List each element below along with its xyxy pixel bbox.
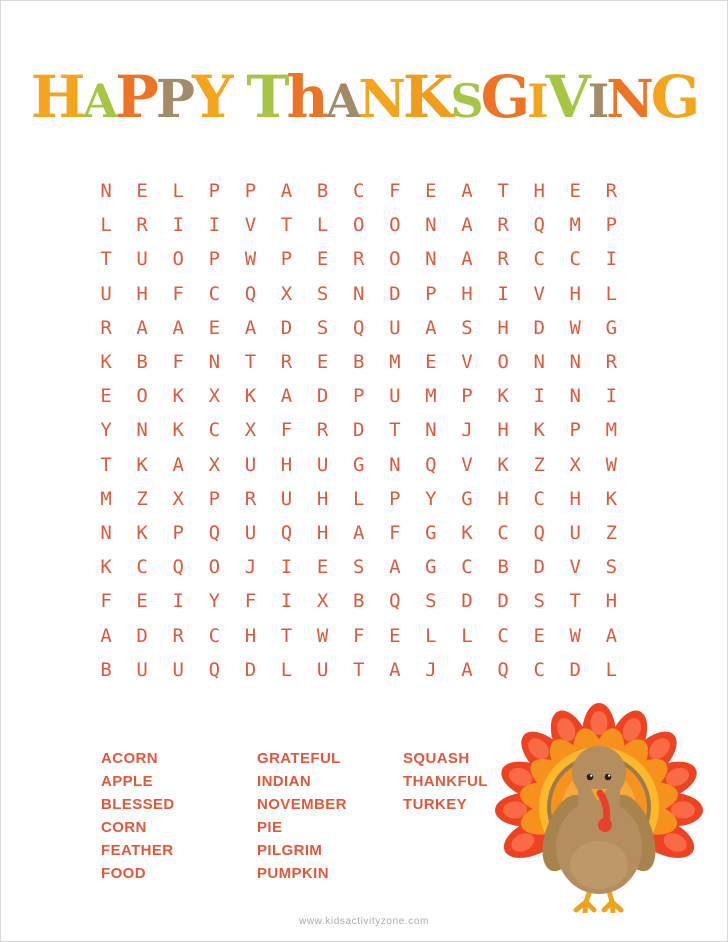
- grid-letter[interactable]: N: [569, 385, 581, 408]
- grid-letter[interactable]: U: [136, 658, 148, 681]
- grid-letter[interactable]: A: [136, 316, 148, 339]
- grid-letter[interactable]: M: [569, 214, 581, 237]
- grid-letter[interactable]: F: [172, 282, 184, 305]
- word-list-column-1: [101, 747, 175, 885]
- grid-letter[interactable]: K: [461, 521, 473, 544]
- grid-letter[interactable]: C: [208, 624, 221, 647]
- grid-letter[interactable]: B: [352, 590, 365, 613]
- grid-letter[interactable]: R: [605, 180, 618, 203]
- grid-letter[interactable]: R: [100, 316, 112, 339]
- grid-letter[interactable]: L: [172, 180, 184, 203]
- grid-letter[interactable]: C: [136, 556, 148, 579]
- grid-letter[interactable]: G: [425, 521, 437, 544]
- grid-letter[interactable]: V: [244, 214, 257, 237]
- grid-letter[interactable]: A: [389, 658, 401, 681]
- grid-letter[interactable]: X: [569, 453, 581, 476]
- grid-letter[interactable]: N: [533, 351, 545, 374]
- grid-letter[interactable]: T: [100, 248, 112, 271]
- grid-letter[interactable]: Q: [208, 658, 221, 681]
- grid-letter[interactable]: I: [497, 282, 509, 305]
- grid-letter[interactable]: E: [316, 351, 329, 374]
- grid-letter[interactable]: H: [497, 487, 509, 510]
- grid-letter[interactable]: N: [425, 214, 437, 237]
- grid-letter[interactable]: R: [497, 248, 509, 271]
- grid-letter[interactable]: I: [605, 248, 618, 271]
- grid-letter[interactable]: D: [389, 282, 401, 305]
- grid-letter[interactable]: N: [208, 351, 221, 374]
- grid-letter[interactable]: B: [497, 556, 509, 579]
- grid-letter[interactable]: U: [316, 453, 329, 476]
- grid-letter[interactable]: R: [280, 351, 293, 374]
- grid-letter[interactable]: B: [136, 351, 148, 374]
- grid-letter[interactable]: F: [389, 521, 401, 544]
- grid-letter[interactable]: I: [280, 590, 293, 613]
- grid-letter[interactable]: T: [244, 351, 257, 374]
- grid-letter[interactable]: S: [316, 282, 329, 305]
- grid-letter[interactable]: I: [533, 385, 545, 408]
- website-url: www.kidsactivityzone.com: [299, 916, 429, 927]
- grid-letter[interactable]: F: [389, 180, 401, 203]
- grid-letter[interactable]: L: [461, 624, 473, 647]
- grid-letter[interactable]: D: [497, 590, 509, 613]
- grid-letter[interactable]: R: [497, 214, 509, 237]
- grid-letter[interactable]: A: [280, 385, 293, 408]
- grid-letter[interactable]: H: [316, 521, 329, 544]
- grid-letter[interactable]: A: [461, 214, 473, 237]
- title-letter: T: [246, 63, 287, 132]
- grid-letter[interactable]: Q: [280, 521, 293, 544]
- grid-letter[interactable]: D: [280, 316, 293, 339]
- word-list-item: BLESSED: [101, 796, 175, 813]
- grid-letter[interactable]: A: [244, 316, 257, 339]
- grid-letter[interactable]: N: [352, 282, 365, 305]
- grid-letter[interactable]: N: [100, 180, 112, 203]
- grid-letter[interactable]: D: [244, 658, 257, 681]
- grid-letter[interactable]: T: [100, 453, 112, 476]
- grid-letter[interactable]: F: [244, 590, 257, 613]
- grid-letter[interactable]: Q: [389, 590, 401, 613]
- grid-letter[interactable]: L: [100, 214, 112, 237]
- grid-letter[interactable]: P: [208, 248, 221, 271]
- grid-letter[interactable]: K: [172, 419, 184, 442]
- grid-letter[interactable]: Q: [352, 316, 365, 339]
- grid-letter[interactable]: K: [172, 385, 184, 408]
- grid-letter[interactable]: C: [461, 556, 473, 579]
- grid-letter[interactable]: S: [461, 316, 473, 339]
- grid-letter[interactable]: A: [461, 658, 473, 681]
- grid-letter[interactable]: R: [352, 248, 365, 271]
- grid-letter[interactable]: R: [605, 351, 618, 374]
- grid-letter[interactable]: A: [425, 316, 437, 339]
- title-letter: h: [286, 63, 326, 132]
- grid-letter[interactable]: H: [533, 180, 545, 203]
- word-list-item: SQUASH: [403, 750, 470, 767]
- grid-letter[interactable]: D: [136, 624, 148, 647]
- grid-letter[interactable]: L: [605, 658, 618, 681]
- grid-letter[interactable]: K: [605, 487, 618, 510]
- grid-letter[interactable]: K: [497, 385, 509, 408]
- grid-letter[interactable]: W: [569, 624, 581, 647]
- grid-letter[interactable]: E: [316, 248, 329, 271]
- grid-letter[interactable]: V: [461, 453, 473, 476]
- word-list-item: FOOD: [101, 865, 146, 882]
- grid-letter[interactable]: I: [280, 556, 293, 579]
- grid-letter[interactable]: Q: [533, 214, 545, 237]
- grid-letter[interactable]: R: [244, 487, 257, 510]
- grid-letter[interactable]: O: [208, 556, 221, 579]
- grid-letter[interactable]: X: [208, 385, 221, 408]
- grid-letter[interactable]: B: [352, 351, 365, 374]
- grid-letter[interactable]: L: [280, 658, 293, 681]
- grid-letter[interactable]: U: [569, 521, 581, 544]
- grid-letter[interactable]: D: [352, 419, 365, 442]
- word-list-item: APPLE: [101, 773, 154, 790]
- title-letter: N: [606, 69, 651, 131]
- grid-letter[interactable]: U: [100, 282, 112, 305]
- grid-letter[interactable]: U: [244, 453, 257, 476]
- grid-letter[interactable]: P: [569, 419, 581, 442]
- grid-letter[interactable]: K: [244, 385, 257, 408]
- word-list-item: CORN: [101, 819, 147, 836]
- grid-letter[interactable]: F: [352, 624, 365, 647]
- grid-letter[interactable]: B: [100, 658, 112, 681]
- grid-letter[interactable]: L: [425, 624, 437, 647]
- title-letter: I: [527, 74, 546, 129]
- grid-letter[interactable]: H: [316, 487, 329, 510]
- grid-letter[interactable]: W: [569, 316, 581, 339]
- word-list-item: INDIAN: [257, 773, 312, 790]
- grid-letter[interactable]: M: [100, 487, 112, 510]
- grid-letter[interactable]: C: [533, 248, 545, 271]
- grid-letter[interactable]: P: [389, 487, 401, 510]
- title-letter: H: [30, 63, 83, 132]
- title-letter: A: [82, 74, 116, 129]
- grid-letter[interactable]: N: [100, 521, 112, 544]
- grid-letter[interactable]: A: [461, 180, 473, 203]
- grid-letter[interactable]: A: [280, 180, 293, 203]
- title-letter: P: [155, 69, 192, 131]
- grid-letter[interactable]: A: [605, 624, 618, 647]
- grid-letter[interactable]: D: [533, 316, 545, 339]
- grid-letter[interactable]: O: [389, 214, 401, 237]
- grid-letter[interactable]: T: [280, 624, 293, 647]
- grid-letter[interactable]: A: [100, 624, 112, 647]
- grid-letter[interactable]: D: [533, 556, 545, 579]
- grid-letter[interactable]: U: [136, 248, 148, 271]
- word-list-column-2: [257, 747, 347, 885]
- grid-letter[interactable]: E: [136, 590, 148, 613]
- grid-letter[interactable]: J: [244, 556, 257, 579]
- word-list-item: PUMPKIN: [257, 865, 329, 882]
- grid-letter[interactable]: X: [280, 282, 293, 305]
- grid-letter[interactable]: I: [172, 214, 184, 237]
- title-letter: G: [480, 63, 528, 132]
- grid-letter[interactable]: I: [208, 214, 221, 237]
- title-letter: N: [358, 69, 403, 131]
- grid-letter[interactable]: Q: [208, 521, 221, 544]
- grid-letter[interactable]: S: [352, 556, 365, 579]
- grid-letter[interactable]: X: [316, 590, 329, 613]
- grid-letter[interactable]: T: [497, 180, 509, 203]
- title-letter: K: [402, 63, 451, 132]
- title-letter: A: [325, 74, 359, 129]
- grid-letter[interactable]: C: [352, 180, 365, 203]
- word-list-item: NOVEMBER: [257, 796, 347, 813]
- grid-letter[interactable]: S: [425, 590, 437, 613]
- turkey-belly: [570, 841, 628, 889]
- grid-letter[interactable]: R: [316, 419, 329, 442]
- grid-letter[interactable]: D: [316, 385, 329, 408]
- grid-letter[interactable]: O: [352, 214, 365, 237]
- word-search-grid[interactable]: [88, 174, 629, 687]
- grid-letter[interactable]: M: [605, 419, 618, 442]
- grid-letter[interactable]: K: [136, 521, 148, 544]
- grid-letter[interactable]: J: [425, 658, 437, 681]
- grid-letter[interactable]: A: [389, 556, 401, 579]
- word-list-item: ACORN: [101, 750, 158, 767]
- grid-letter[interactable]: M: [389, 351, 401, 374]
- grid-letter[interactable]: K: [100, 351, 112, 374]
- grid-letter[interactable]: F: [172, 351, 184, 374]
- word-list-column-3: [403, 747, 488, 816]
- grid-letter[interactable]: S: [605, 556, 618, 579]
- grid-letter[interactable]: N: [569, 351, 581, 374]
- grid-letter[interactable]: N: [136, 419, 148, 442]
- grid-letter[interactable]: N: [425, 248, 437, 271]
- grid-letter[interactable]: P: [425, 282, 437, 305]
- word-list-item: GRATEFUL: [257, 750, 341, 767]
- grid-letter[interactable]: H: [569, 282, 581, 305]
- grid-letter[interactable]: H: [569, 487, 581, 510]
- grid-letter[interactable]: W: [316, 624, 329, 647]
- grid-letter[interactable]: F: [100, 590, 112, 613]
- grid-letter[interactable]: K: [497, 453, 509, 476]
- grid-letter[interactable]: Z: [136, 487, 148, 510]
- title-letter: G: [650, 63, 698, 132]
- grid-letter[interactable]: A: [352, 521, 365, 544]
- grid-letter[interactable]: L: [605, 282, 618, 305]
- grid-letter[interactable]: X: [244, 419, 257, 442]
- grid-letter[interactable]: U: [316, 658, 329, 681]
- grid-letter[interactable]: E: [316, 556, 329, 579]
- grid-letter[interactable]: V: [461, 351, 473, 374]
- grid-letter[interactable]: N: [425, 419, 437, 442]
- grid-letter[interactable]: I: [605, 385, 618, 408]
- grid-letter[interactable]: T: [569, 590, 581, 613]
- grid-letter[interactable]: O: [172, 248, 184, 271]
- title-letter: Y: [191, 63, 231, 132]
- grid-letter[interactable]: U: [280, 487, 293, 510]
- word-list-item: PILGRIM: [257, 842, 323, 859]
- grid-letter[interactable]: H: [497, 316, 509, 339]
- grid-letter[interactable]: K: [100, 556, 112, 579]
- grid-letter[interactable]: Z: [605, 521, 618, 544]
- grid-letter[interactable]: M: [425, 385, 437, 408]
- title-letter: P: [115, 63, 156, 132]
- grid-letter[interactable]: E: [208, 316, 221, 339]
- grid-letter[interactable]: B: [316, 180, 329, 203]
- grid-letter[interactable]: Y: [208, 590, 221, 613]
- grid-letter[interactable]: G: [461, 487, 473, 510]
- grid-letter[interactable]: T: [389, 419, 401, 442]
- word-list-item: THANKFUL: [403, 773, 488, 790]
- grid-letter[interactable]: Q: [244, 282, 257, 305]
- grid-letter[interactable]: C: [497, 624, 509, 647]
- grid-letter[interactable]: E: [136, 180, 148, 203]
- grid-letter[interactable]: C: [208, 282, 221, 305]
- grid-letter[interactable]: S: [316, 316, 329, 339]
- grid-letter[interactable]: W: [605, 453, 618, 476]
- grid-letter[interactable]: U: [244, 521, 257, 544]
- grid-letter[interactable]: H: [605, 590, 618, 613]
- grid-letter[interactable]: O: [389, 248, 401, 271]
- grid-letter[interactable]: C: [497, 521, 509, 544]
- grid-letter[interactable]: P: [172, 521, 184, 544]
- grid-letter[interactable]: H: [136, 282, 148, 305]
- grid-letter[interactable]: Y: [425, 487, 437, 510]
- grid-letter[interactable]: E: [425, 351, 437, 374]
- grid-letter[interactable]: E: [100, 385, 112, 408]
- grid-letter[interactable]: P: [208, 487, 221, 510]
- grid-letter[interactable]: P: [280, 248, 293, 271]
- grid-letter[interactable]: V: [533, 282, 545, 305]
- page-title: [1, 63, 727, 132]
- grid-letter[interactable]: Q: [533, 521, 545, 544]
- grid-letter[interactable]: Q: [425, 453, 437, 476]
- grid-letter[interactable]: C: [569, 248, 581, 271]
- grid-letter[interactable]: L: [316, 214, 329, 237]
- grid-letter[interactable]: P: [605, 214, 618, 237]
- grid-letter[interactable]: W: [244, 248, 257, 271]
- word-list-item: PIE: [257, 819, 283, 836]
- grid-letter[interactable]: T: [280, 214, 293, 237]
- grid-letter[interactable]: Y: [100, 419, 112, 442]
- grid-letter[interactable]: E: [425, 180, 437, 203]
- title-letter: I: [587, 74, 607, 129]
- grid-letter[interactable]: H: [244, 624, 257, 647]
- grid-letter[interactable]: Q: [172, 556, 184, 579]
- grid-letter[interactable]: P: [244, 180, 257, 203]
- grid-letter[interactable]: D: [461, 590, 473, 613]
- grid-letter[interactable]: R: [172, 624, 184, 647]
- grid-letter[interactable]: D: [569, 658, 581, 681]
- word-list-item: FEATHER: [101, 842, 174, 859]
- grid-letter[interactable]: P: [208, 180, 221, 203]
- grid-letter[interactable]: L: [352, 487, 365, 510]
- grid-letter[interactable]: H: [461, 282, 473, 305]
- grid-letter[interactable]: K: [136, 453, 148, 476]
- grid-letter[interactable]: N: [389, 453, 401, 476]
- grid-letter[interactable]: G: [425, 556, 437, 579]
- grid-letter[interactable]: U: [172, 658, 184, 681]
- grid-letter[interactable]: A: [172, 453, 184, 476]
- grid-letter[interactable]: K: [533, 419, 545, 442]
- grid-letter[interactable]: G: [605, 316, 618, 339]
- grid-letter[interactable]: U: [389, 316, 401, 339]
- grid-letter[interactable]: T: [352, 658, 365, 681]
- grid-letter[interactable]: U: [389, 385, 401, 408]
- grid-letter[interactable]: C: [208, 419, 221, 442]
- grid-letter[interactable]: O: [497, 351, 509, 374]
- grid-letter[interactable]: G: [352, 453, 365, 476]
- grid-letter[interactable]: V: [569, 556, 581, 579]
- grid-letter[interactable]: R: [136, 214, 148, 237]
- grid-letter[interactable]: F: [280, 419, 293, 442]
- grid-letter[interactable]: E: [389, 624, 401, 647]
- grid-letter[interactable]: I: [172, 590, 184, 613]
- grid-letter[interactable]: H: [280, 453, 293, 476]
- word-list-item: TURKEY: [403, 796, 468, 813]
- grid-letter[interactable]: Q: [497, 658, 509, 681]
- grid-letter[interactable]: X: [172, 487, 184, 510]
- grid-letter[interactable]: H: [497, 419, 509, 442]
- grid-letter[interactable]: X: [208, 453, 221, 476]
- grid-letter[interactable]: E: [569, 180, 581, 203]
- grid-letter[interactable]: P: [461, 385, 473, 408]
- grid-letter[interactable]: A: [461, 248, 473, 271]
- grid-letter[interactable]: A: [172, 316, 184, 339]
- grid-letter[interactable]: P: [352, 385, 365, 408]
- grid-letter[interactable]: C: [533, 658, 545, 681]
- grid-letter[interactable]: J: [461, 419, 473, 442]
- title-letter: V: [545, 63, 588, 132]
- turkey-illustration: [481, 701, 728, 913]
- title-letter: S: [450, 74, 481, 129]
- grid-letter[interactable]: E: [533, 624, 545, 647]
- grid-letter[interactable]: Z: [533, 453, 545, 476]
- grid-letter[interactable]: O: [136, 385, 148, 408]
- grid-letter[interactable]: C: [533, 487, 545, 510]
- grid-letter[interactable]: S: [533, 590, 545, 613]
